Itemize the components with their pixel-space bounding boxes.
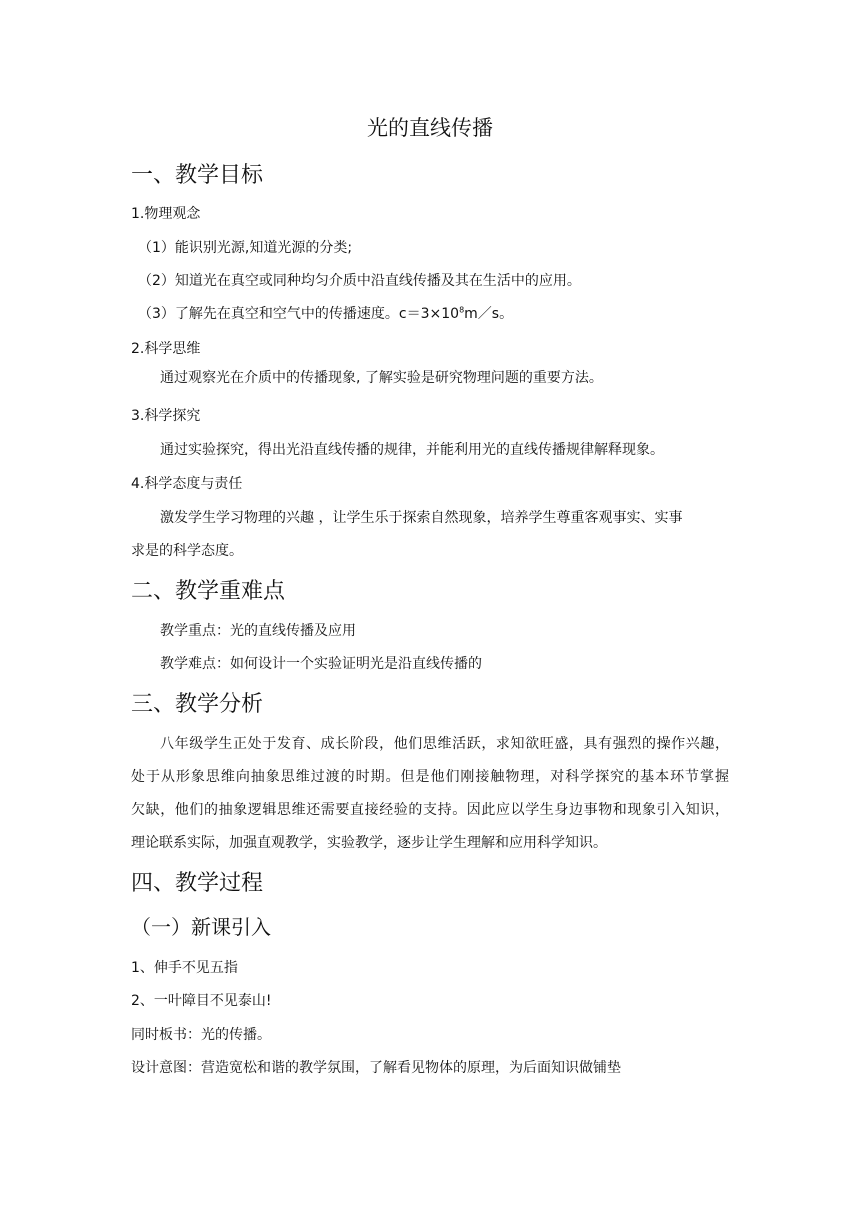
section-heading-key-points: 二、教学重难点 <box>131 579 286 604</box>
analysis-line-2: 处于从形象思维向抽象思维过渡的时期。但是他们刚接触物理，对科学探究的基本环节掌握 <box>131 769 729 785</box>
intro-line-1: 1、伸手不见五指 <box>131 960 238 976</box>
inquiry-text: 通过实验探究，得出光沿直线传播的规律，并能利用光的直线传播规律解释现象。 <box>160 442 664 458</box>
attitude-text-line-2: 求是的科学态度。 <box>131 543 243 559</box>
section-heading-analysis: 三、教学分析 <box>131 692 264 717</box>
goal-item-2: （2）知道光在真空或同种均匀介质中沿直线传播及其在生活中的应用。 <box>138 273 581 289</box>
thinking-text: 通过观察光在介质中的传播现象, 了解实验是研究物理问题的重要方法。 <box>160 370 603 386</box>
subheading-inquiry: 3.科学探究 <box>131 408 201 424</box>
goal-item-3 <box>138 303 513 323</box>
intro-line-4: 设计意图：营造宽松和谐的教学氛围，了解看见物体的原理，为后面知识做铺垫 <box>131 1060 621 1076</box>
analysis-line-1: 八年级学生正处于发育、成长阶段，他们思维活跃，求知欲旺盛，具有强烈的操作兴趣， <box>160 736 729 752</box>
intro-line-3: 同时板书：光的传播。 <box>131 1027 271 1043</box>
goal-item-3-prefix: （3）了解先在真空和空气中的传播速度。c＝3×10 <box>138 306 460 322</box>
section-heading-goals: 一、教学目标 <box>131 163 264 188</box>
subsection-heading-intro: （一）新课引入 <box>131 915 271 939</box>
goal-item-3-suffix: m／s。 <box>464 306 514 322</box>
key-focus-text: 教学重点：光的直线传播及应用 <box>160 623 356 639</box>
attitude-text-line-1: 激发学生学习物理的兴趣 ，让学生乐于探索自然现象，培养学生尊重客观事实、实事 <box>160 510 683 526</box>
intro-line-2: 2、一叶障目不见泰山! <box>131 993 272 1009</box>
goal-item-1: （1）能识别光源,知道光源的分类; <box>138 240 353 256</box>
subheading-physics-concept: 1.物理观念 <box>131 206 201 222</box>
goal-item-3-exponent: 8 <box>459 305 465 315</box>
subheading-attitude: 4.科学态度与责任 <box>131 476 243 492</box>
analysis-line-4: 理论联系实际，加强直观教学，实验教学，逐步让学生理解和应用科学知识。 <box>131 835 607 851</box>
document-title: 光的直线传播 <box>367 116 493 140</box>
analysis-line-3: 欠缺，他们的抽象逻辑思维还需要直接经验的支持。因此应以学生身边事物和现象引入知识， <box>131 802 729 818</box>
key-difficulty-text: 教学难点：如何设计一个实验证明光是沿直线传播的 <box>160 656 482 672</box>
subheading-thinking: 2.科学思维 <box>131 341 201 357</box>
section-heading-process: 四、教学过程 <box>131 871 264 896</box>
